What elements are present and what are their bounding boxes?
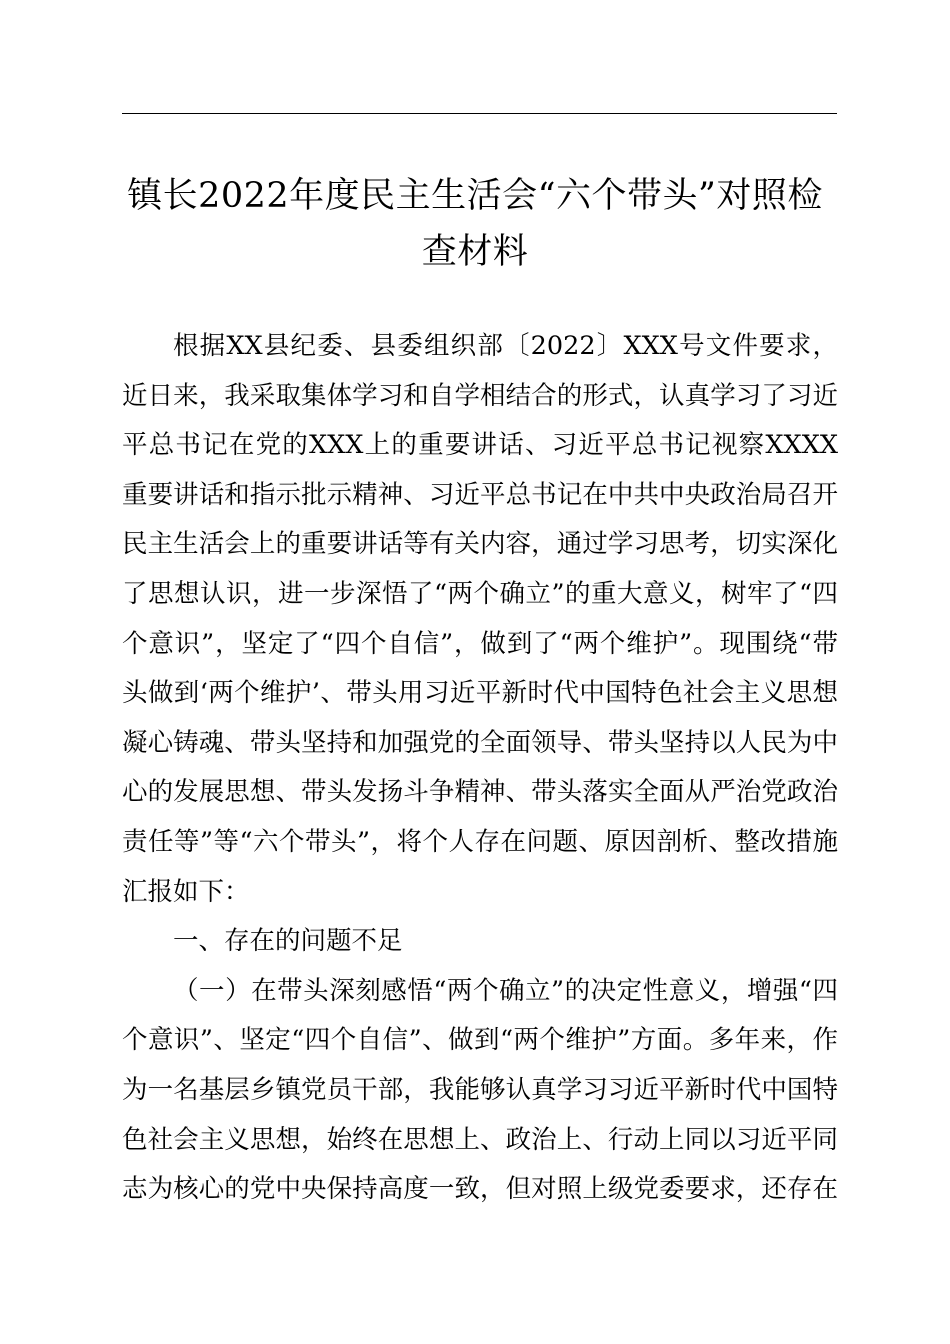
text-line: 个意识”、坚定“四个自信”、做到“两个维护”方面。多年来，作: [122, 1025, 838, 1056]
title-line: 镇长2022年度民主生活会“六个带头”对照检: [127, 176, 823, 216]
text-line: 心的发展思想、带头发扬斗争精神、带头落实全面从严治党政治: [122, 777, 838, 808]
title-line: 查材料: [421, 232, 529, 272]
document-body: [122, 322, 838, 1215]
text-line: 志为核心的党中央保持高度一致，但对照上级党委要求，还存在: [122, 1174, 838, 1205]
section-heading: 一、存在的问题不足: [173, 926, 403, 957]
text-line: 色社会主义思想，始终在思想上、政治上、行动上同以习近平同: [122, 1124, 838, 1155]
text-line: 民主生活会上的重要讲话等有关内容，通过学习思考，切实深化: [122, 529, 838, 560]
paragraph-one: [122, 967, 838, 1215]
text-line: 个意识”，坚定了“四个自信”，做到了“两个维护”。现围绕“带: [122, 628, 838, 659]
text-line: 凝心铸魂、带头坚持和加强党的全面领导、带头坚持以人民为中: [122, 727, 838, 758]
text-line: 汇报如下：: [122, 876, 250, 907]
paragraph-intro: [122, 322, 838, 917]
text-line: 近日来，我采取集体学习和自学相结合的形式，认真学习了习近: [122, 380, 838, 411]
text-line: 为一名基层乡镇党员干部，我能够认真学习习近平新时代中国特: [122, 1074, 838, 1105]
text-line: 头做到‘两个维护’、带头用习近平新时代中国特色社会主义思想: [122, 678, 838, 709]
text-line: 根据XX县纪委、县委组织部〔2022〕XXX号文件要求，: [173, 331, 838, 361]
text-line: 平总书记在党的XXX上的重要讲话、习近平总书记视察XXXX: [122, 430, 838, 461]
header-rule: [122, 113, 837, 114]
document-title: [112, 168, 838, 280]
text-line: （一）在带头深刻感悟“两个确立”的决定性意义，增强“四: [173, 975, 838, 1006]
text-line: 重要讲话和指示批示精神、习近平总书记在中共中央政治局召开: [122, 479, 838, 510]
text-line: 了思想认识，进一步深悟了“两个确立”的重大意义，树牢了“四: [122, 578, 838, 609]
text-line: 责任等”等“六个带头”，将个人存在问题、原因剖析、整改措施: [122, 826, 838, 857]
